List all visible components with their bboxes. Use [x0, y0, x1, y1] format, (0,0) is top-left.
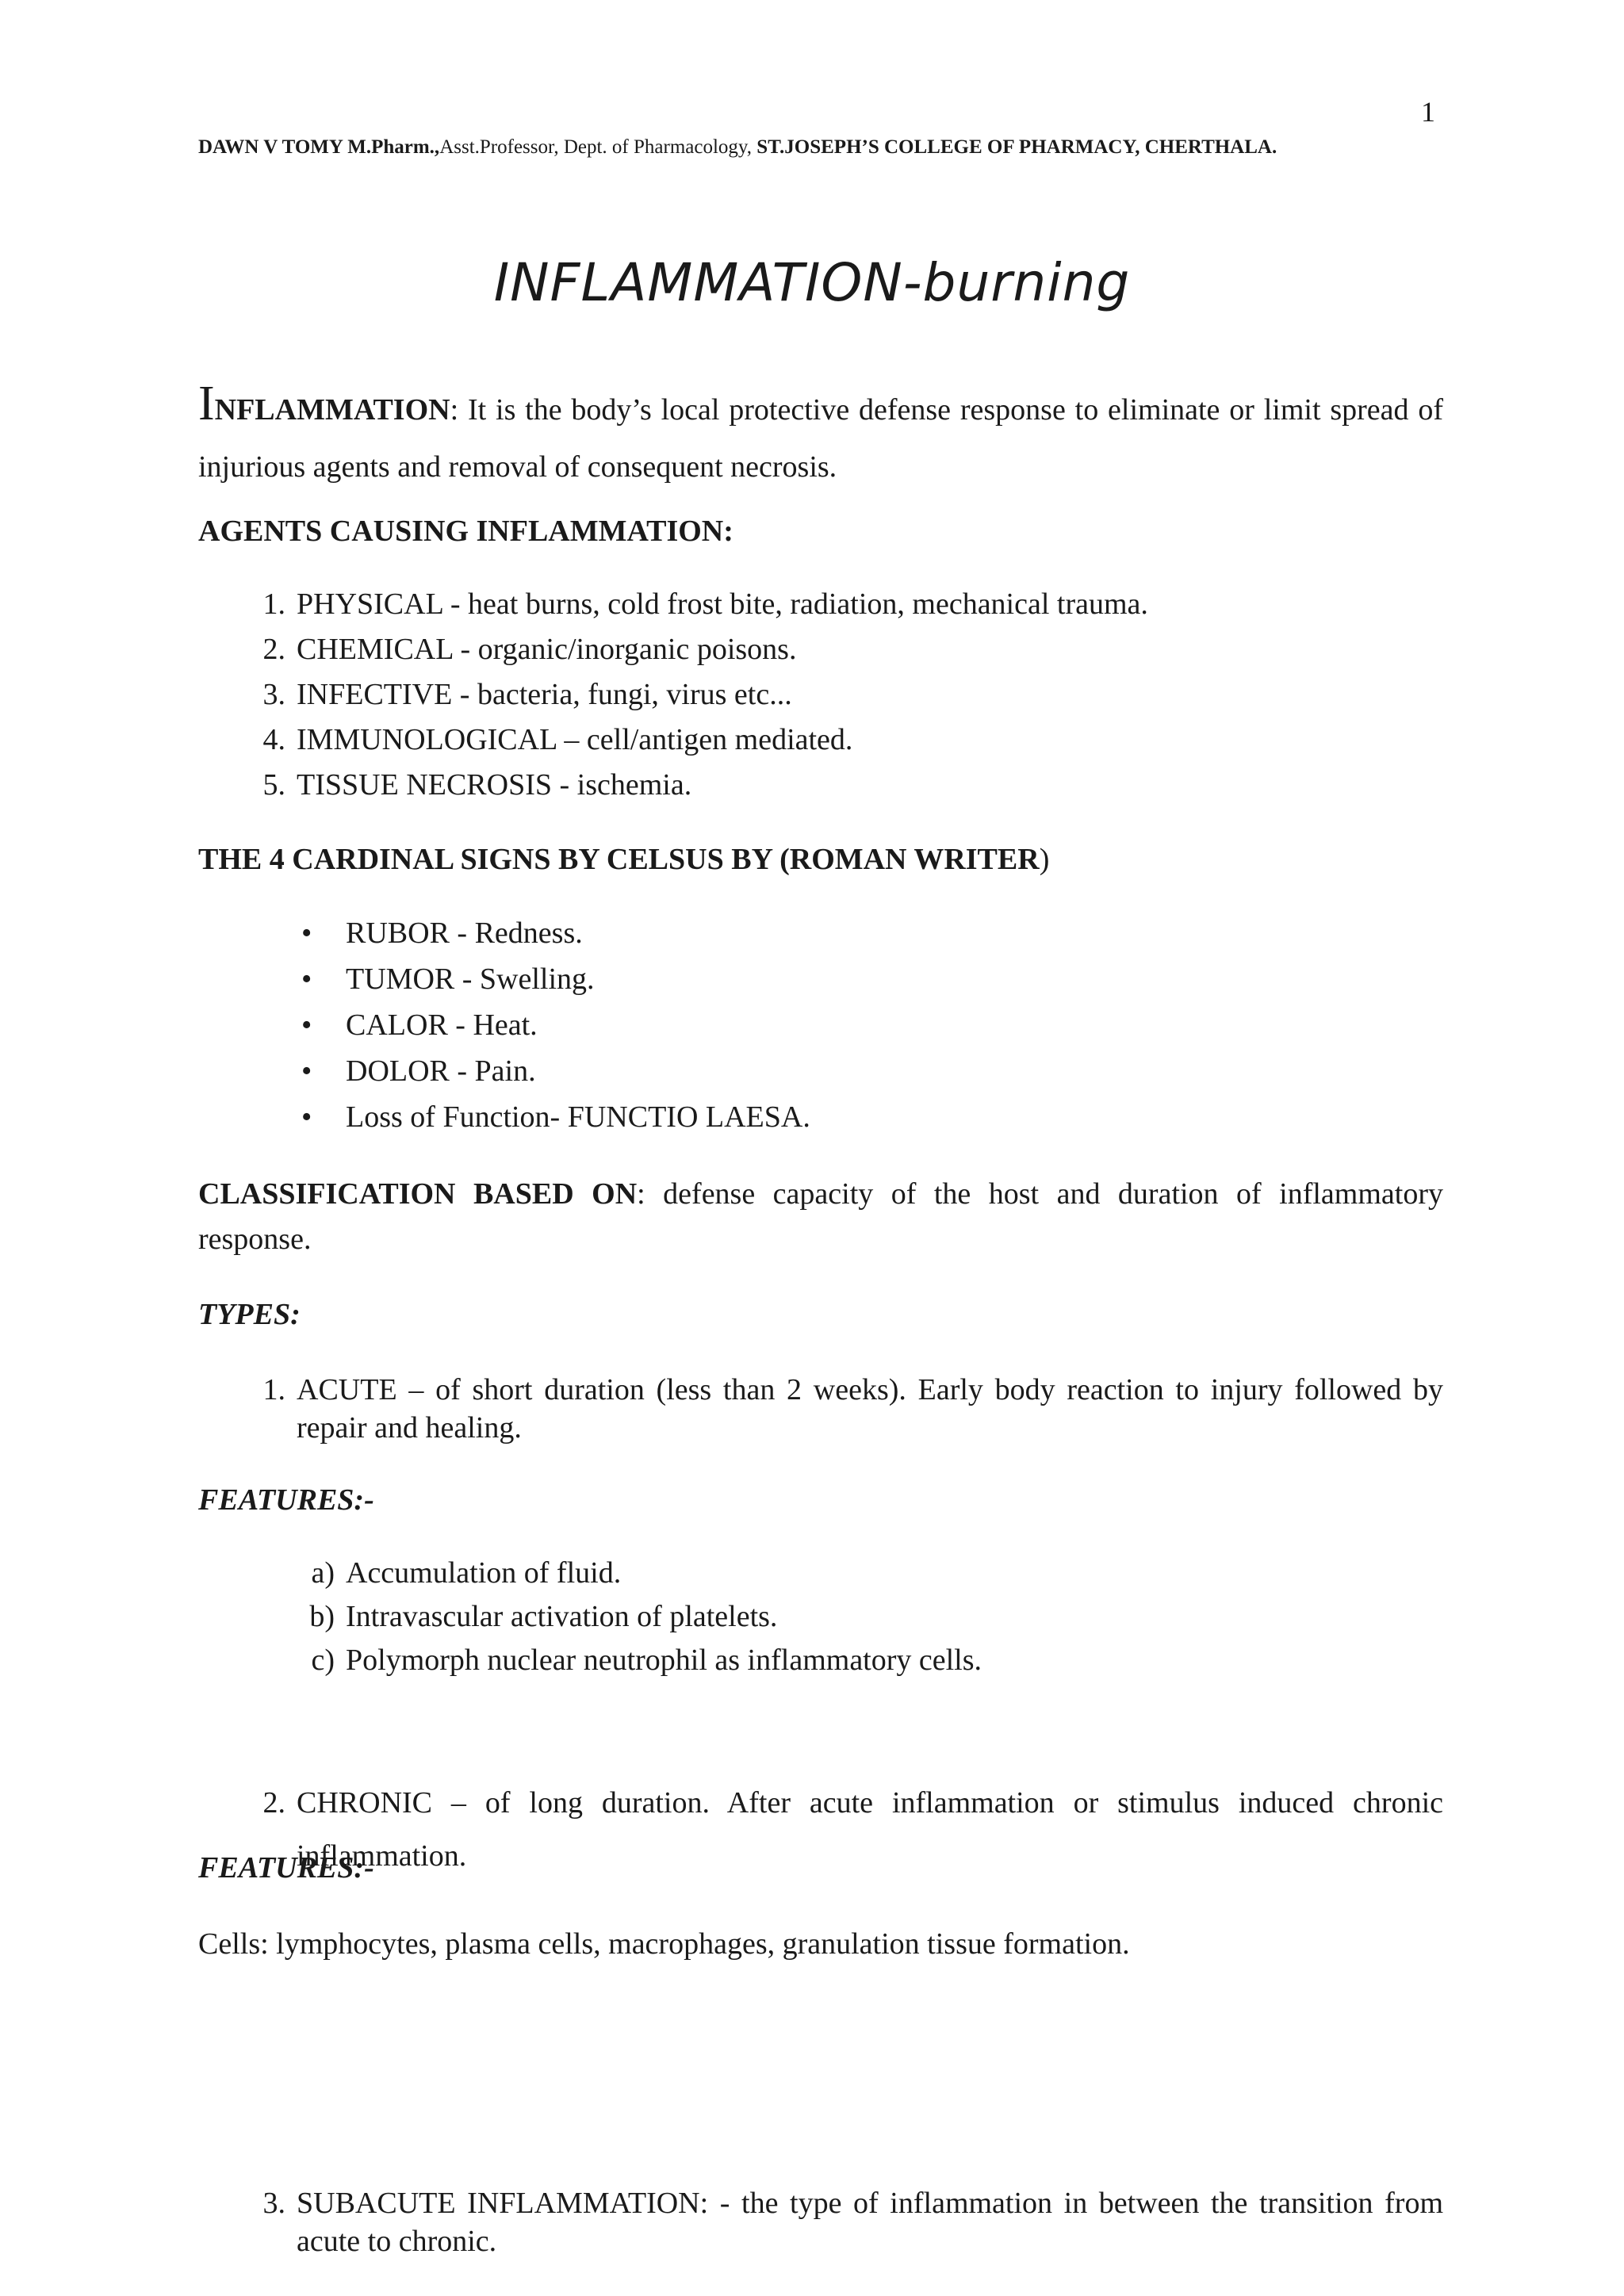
signs-heading [198, 842, 1049, 877]
list-item [311, 1643, 1416, 1686]
signs-heading-end: ) [1039, 843, 1050, 876]
list-item [309, 1599, 1416, 1643]
header-institution: ST.JOSEPH’S COLLEGE OF PHARMACY, CHERTHALA. [756, 136, 1277, 158]
bullet-icon: • [301, 1054, 312, 1088]
cardinal-signs-list [301, 916, 1377, 1146]
list-item [301, 962, 1377, 1008]
list-text: TUMOR - Swelling. [346, 962, 595, 996]
classification-text: : defense capacity of the host and duration of inflammatory response. [198, 1177, 1443, 1256]
list-text: Loss of Function- FUNCTIO LAESA. [346, 1100, 810, 1134]
list-item [262, 587, 1446, 632]
list-number: 1. [262, 587, 285, 621]
list-item [301, 1054, 1377, 1100]
list-text: SUBACUTE INFLAMMATION: - the type of inflammation in between the transition from acute to chronic. [297, 2187, 1443, 2258]
intro-text: : It is the body’s local protective defense response to eliminate or limit spread of injurious agents and removal of consequent necrosis. [198, 393, 1443, 484]
list-number: 4. [262, 723, 285, 756]
intro-term: NFLAMMATION [214, 393, 450, 427]
agents-heading: AGENTS CAUSING INFLAMMATION: [198, 515, 733, 548]
page-header [198, 136, 1427, 159]
list-number: 3. [262, 678, 285, 711]
list-number: 2. [262, 1786, 285, 1820]
list-item [301, 1100, 1377, 1146]
header-role: Asst.Professor, Dept. of Pharmacology, [439, 136, 753, 158]
list-text: Intravascular activation of platelets. [346, 1600, 778, 1633]
header-author: DAWN V TOMY M.Pharm., [198, 136, 440, 158]
list-item [262, 677, 1446, 722]
list-text: PHYSICAL - heat burns, cold frost bite, radiation, mechanical trauma. [297, 587, 1148, 621]
bullet-icon: • [301, 916, 312, 950]
list-text: CALOR - Heat. [346, 1008, 538, 1042]
list-number: 5. [262, 768, 285, 802]
list-number: 2. [262, 633, 285, 666]
list-number: 3. [262, 2187, 285, 2220]
bullet-icon: • [301, 1008, 312, 1042]
list-text: CHRONIC – of long duration. After acute inflammation or stimulus induced chronic inflammation. [297, 1786, 1443, 1873]
list-letter: a) [311, 1556, 335, 1590]
page-title: INFLAMMATION-burning [493, 252, 1131, 313]
agents-list [262, 587, 1446, 813]
acute-features-list [309, 1556, 1416, 1686]
list-text: DOLOR - Pain. [346, 1054, 536, 1088]
list-text: INFECTIVE - bacteria, fungi, virus etc... [297, 678, 792, 711]
list-letter: b) [309, 1600, 335, 1633]
acute-features-heading: FEATURES:- [198, 1483, 374, 1517]
bullet-icon: • [301, 1100, 312, 1134]
bullet-icon: • [301, 962, 312, 996]
list-item [301, 916, 1377, 962]
chronic-features-heading: FEATURES:- [198, 1851, 374, 1885]
list-text: IMMUNOLOGICAL – cell/antigen mediated. [297, 723, 853, 756]
classification-paragraph [198, 1172, 1443, 1262]
signs-heading-text: THE 4 CARDINAL SIGNS BY CELSUS BY (ROMAN WRITER [198, 843, 1040, 876]
list-item [262, 767, 1446, 813]
list-text: ACUTE – of short duration (less than 2 weeks). Early body reaction to injury followed by repair and healing. [297, 1373, 1443, 1445]
list-text: CHEMICAL - organic/inorganic poisons. [297, 633, 797, 666]
list-item [262, 632, 1446, 677]
types-heading: TYPES: [198, 1298, 301, 1331]
page-number: 1 [1421, 96, 1435, 128]
subacute-item [262, 2185, 1443, 2260]
list-item [301, 1008, 1377, 1054]
list-text: Accumulation of fluid. [346, 1556, 622, 1590]
list-item [262, 722, 1446, 767]
chronic-cells-text: Cells: lymphocytes, plasma cells, macrophages, granulation tissue formation. [198, 1927, 1130, 1961]
classification-term: CLASSIFICATION BASED ON [198, 1177, 638, 1211]
list-text: Polymorph nuclear neutrophil as inflammatory cells. [346, 1644, 982, 1677]
intro-initial: I [198, 377, 215, 430]
intro-paragraph [198, 365, 1443, 492]
list-text: TISSUE NECROSIS - ischemia. [297, 768, 692, 802]
list-text: RUBOR - Redness. [346, 916, 583, 950]
list-item [311, 1556, 1416, 1599]
acute-item [262, 1372, 1443, 1447]
list-number: 1. [262, 1373, 285, 1406]
list-letter: c) [311, 1644, 335, 1677]
